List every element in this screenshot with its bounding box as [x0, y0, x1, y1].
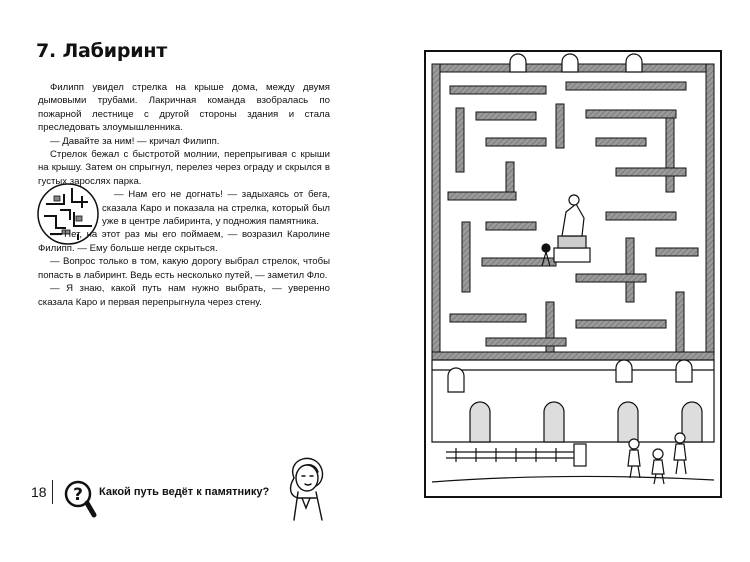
story-paragraph: — Нам его не догнать! — задыхаясь от бега, сказала Каро и показала на стрелка, который был уже в центре лабиринта, у подножия памятника.	[102, 189, 330, 228]
maze-illustration	[424, 50, 722, 498]
girl-character-icon	[276, 448, 340, 522]
magnifier-question-icon	[63, 479, 97, 519]
page-number: 18	[31, 484, 47, 500]
svg-text:?: ?	[73, 485, 83, 505]
story-paragraph: Стрелок бежал с быстротой молнии, перепрыгивая с крыши на крышу. Затем он спрыгнул, перелез через ограду и скрылся в густых зарослях парка.	[38, 149, 330, 187]
chapter-title: 7. Лабиринт	[36, 40, 168, 62]
page-number-divider	[52, 480, 53, 504]
question-text: Какой путь ведёт к памятнику?	[99, 486, 270, 498]
story-paragraph: — Я знаю, какой путь нам нужно выбрать, — уверенно сказала Каро и первая перепрыгнула через стену.	[38, 283, 330, 308]
story-paragraph: — Нет, на этот раз мы его поймаем, — возразил Каролине Филипп. — Ему больше негде скрыться.	[38, 229, 330, 254]
story-paragraph: — Давайте за ним! — кричал Филипп.	[50, 135, 220, 147]
story-paragraph: — Вопрос только в том, какую дорогу выбрал стрелок, чтобы попасть в лабиринт. Ведь есть несколько путей, — заметил Фло.	[38, 256, 330, 281]
story-paragraph: Филипп увидел стрелка на крыше дома, между двумя дымовыми трубами. Лакричная команда взобралась по пожарной лестнице с другой стороны здания и стала преследовать злоумышленника.	[38, 82, 330, 134]
story-text	[38, 81, 330, 309]
